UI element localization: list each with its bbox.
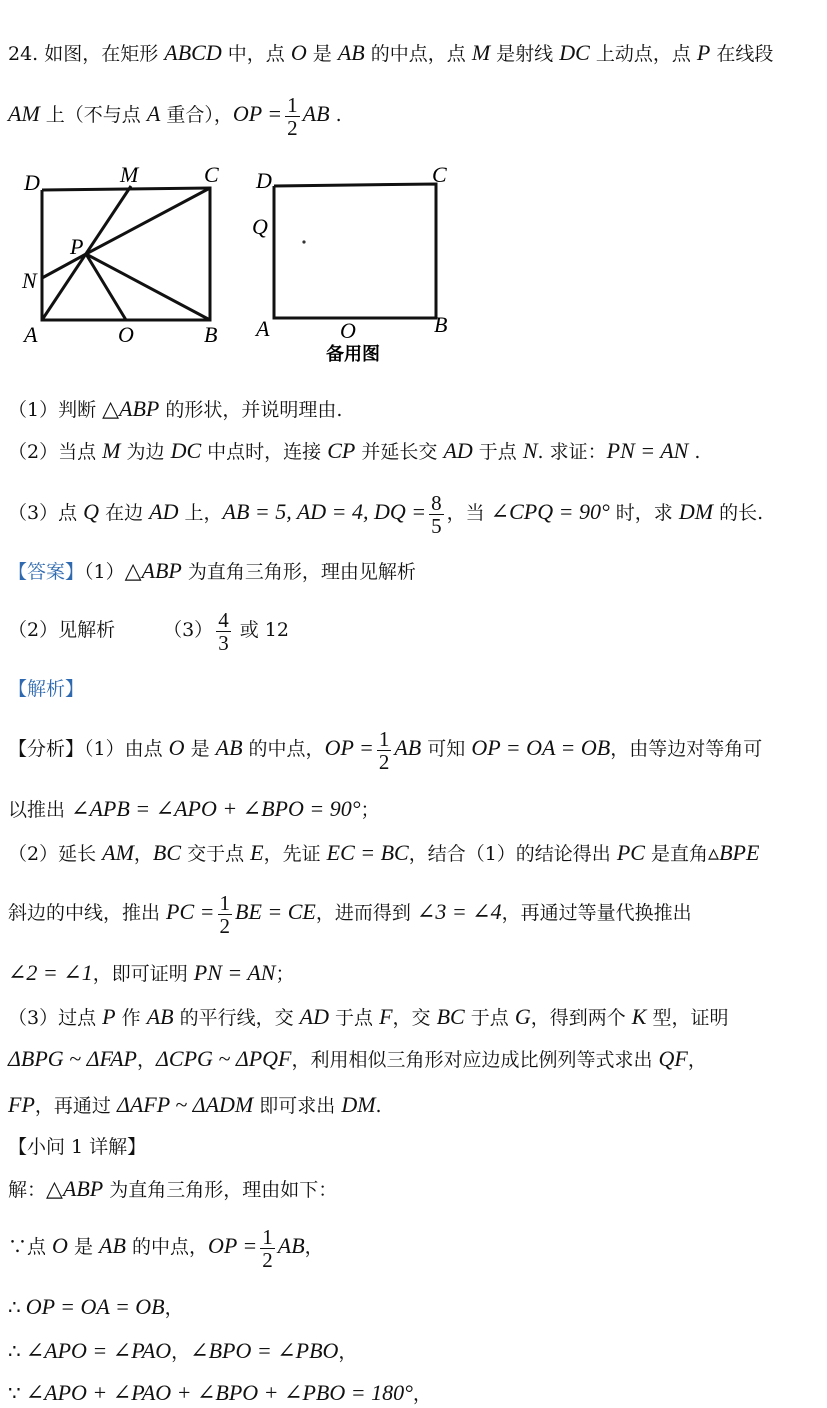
math: N bbox=[522, 438, 538, 463]
math: AB bbox=[215, 735, 243, 760]
math: P bbox=[696, 40, 711, 65]
solution-line-5 bbox=[8, 1380, 821, 1407]
math: M bbox=[471, 40, 491, 65]
analysis-line-6 bbox=[8, 1004, 821, 1031]
label-o: O bbox=[340, 318, 356, 343]
text: 型，证明 bbox=[646, 1007, 729, 1029]
analysis-line-5 bbox=[8, 960, 821, 987]
math: △ABP bbox=[124, 558, 182, 583]
text: 在边 bbox=[99, 502, 150, 524]
text: . bbox=[375, 1095, 382, 1117]
text: 斜边的中线，推出 bbox=[8, 902, 167, 924]
analysis-line-4 bbox=[8, 886, 821, 939]
math: AB bbox=[146, 1004, 174, 1029]
text: ，得到两个 bbox=[530, 1007, 632, 1029]
figure-caption: 备用图 bbox=[326, 344, 380, 365]
text: 中，点 bbox=[221, 43, 291, 65]
math: DC bbox=[170, 438, 202, 463]
text: 或 12 bbox=[233, 619, 289, 641]
text: . bbox=[329, 104, 342, 126]
text: 中点时，连接 bbox=[201, 441, 328, 463]
label-c: C bbox=[204, 162, 219, 187]
text: （2）延长 bbox=[8, 843, 103, 865]
figure-2 bbox=[248, 160, 468, 372]
text: 时，求 bbox=[609, 502, 679, 524]
text: ，即可证明 bbox=[92, 963, 194, 985]
math: FP bbox=[8, 1092, 35, 1117]
text: 为直角三角形，理由见解析 bbox=[181, 561, 416, 583]
numerator: 1 bbox=[378, 726, 390, 751]
text: 上动点，点 bbox=[589, 43, 697, 65]
text: ， bbox=[687, 1049, 707, 1071]
label-o: O bbox=[118, 322, 134, 347]
math: ∠CPQ = 90° bbox=[490, 499, 610, 524]
label-m: M bbox=[120, 162, 139, 187]
text: 的长. bbox=[713, 502, 764, 524]
text: 可知 bbox=[421, 738, 472, 760]
math: E bbox=[250, 840, 264, 865]
math: PN = AN bbox=[193, 960, 276, 985]
math: F bbox=[379, 1004, 393, 1029]
math: AD bbox=[443, 438, 473, 463]
text: （1）判断 bbox=[8, 399, 103, 421]
text: ，再通过 bbox=[34, 1095, 117, 1117]
label-p: P bbox=[70, 234, 84, 259]
numerator: 8 bbox=[431, 490, 442, 515]
numerator: 1 bbox=[287, 92, 298, 117]
text: 在线段 bbox=[710, 43, 774, 65]
problem-line-2 bbox=[8, 88, 821, 141]
math: AB bbox=[394, 735, 422, 760]
math: OP = bbox=[324, 735, 374, 760]
analysis-line-3 bbox=[8, 840, 821, 867]
text: 是射线 bbox=[490, 43, 560, 65]
text: ； bbox=[360, 799, 380, 821]
text: 的形状，并说明理由. bbox=[159, 399, 343, 421]
math: ∠APO = ∠PAO bbox=[25, 1338, 172, 1363]
answer-tag: 【答案】 bbox=[8, 561, 85, 583]
rectangle-abcd bbox=[42, 188, 210, 320]
fraction bbox=[218, 892, 233, 937]
numerator: 4 bbox=[218, 607, 229, 632]
problem-line-1 bbox=[8, 40, 821, 67]
label-a: A bbox=[256, 316, 270, 341]
math: AB bbox=[337, 40, 365, 65]
text: ，利用相似三角形对应边成比例列等式求出 bbox=[291, 1049, 659, 1071]
analysis-tag: 【解析】 bbox=[8, 678, 85, 700]
text: 以推出 bbox=[8, 799, 72, 821]
math: OP = OA = OB bbox=[25, 1294, 165, 1319]
text: 为边 bbox=[120, 441, 171, 463]
label-q: Q bbox=[252, 214, 268, 239]
text: 并延长交 bbox=[355, 441, 444, 463]
math: ABCD bbox=[164, 40, 222, 65]
math: ΔCPG ~ ΔPQF bbox=[156, 1046, 292, 1071]
analysis-line-2 bbox=[8, 796, 821, 823]
math: AM bbox=[102, 840, 134, 865]
math: OP = OA = OB bbox=[471, 735, 611, 760]
text: 作 bbox=[115, 1007, 147, 1029]
label-b: B bbox=[204, 322, 218, 347]
math: AB bbox=[277, 1233, 305, 1258]
text: 上， bbox=[178, 502, 223, 524]
fraction bbox=[216, 609, 231, 654]
text: . bbox=[688, 441, 701, 463]
math: ∠APB = ∠APO + ∠BPO = 90° bbox=[71, 796, 361, 821]
denominator: 2 bbox=[262, 1247, 273, 1272]
text: （2）当点 bbox=[8, 441, 103, 463]
denominator: 2 bbox=[287, 115, 298, 140]
text: ，先证 bbox=[263, 843, 327, 865]
math: PC bbox=[616, 840, 645, 865]
math: Q bbox=[83, 499, 100, 524]
math: AB bbox=[99, 1233, 126, 1258]
math: OP = bbox=[207, 1233, 258, 1258]
subquestion-1-heading bbox=[8, 1134, 821, 1160]
text: 的平行线，交 bbox=[173, 1007, 300, 1029]
math: CP bbox=[327, 438, 356, 463]
text: 的中点， bbox=[242, 738, 325, 760]
answer-line-2 bbox=[8, 604, 821, 656]
math: BC bbox=[436, 1004, 465, 1029]
label-d: D bbox=[24, 170, 40, 195]
math: AM bbox=[8, 101, 40, 126]
text: ，交 bbox=[392, 1007, 437, 1029]
math: AB bbox=[302, 101, 330, 126]
therefore-sign: ∴ bbox=[8, 1341, 26, 1363]
solution-line-1 bbox=[8, 1176, 821, 1203]
math: ΔBPG ~ ΔFAP bbox=[8, 1046, 137, 1071]
math: QF bbox=[658, 1046, 688, 1071]
analysis-line-1 bbox=[8, 722, 821, 775]
label-c: C bbox=[432, 162, 447, 187]
text: 为直角三角形，理由如下： bbox=[103, 1179, 338, 1201]
math: PC = bbox=[166, 899, 215, 924]
math: BE = CE bbox=[235, 899, 316, 924]
math: DM bbox=[678, 499, 714, 524]
math: ∠3 = ∠4 bbox=[416, 899, 502, 924]
solution-line-3 bbox=[8, 1294, 821, 1321]
fraction bbox=[260, 1226, 275, 1271]
text: 是 bbox=[67, 1236, 100, 1258]
math: BC bbox=[152, 840, 182, 865]
math: △ABP bbox=[46, 1176, 104, 1201]
figure-1 bbox=[14, 160, 234, 350]
analysis-line-7 bbox=[8, 1046, 821, 1073]
math: AD bbox=[299, 1004, 329, 1029]
fraction bbox=[285, 94, 300, 139]
text: ， bbox=[171, 1341, 191, 1363]
denominator: 3 bbox=[218, 630, 229, 655]
math: ∠2 = ∠1 bbox=[8, 960, 93, 985]
math: P bbox=[102, 1004, 116, 1029]
text: ，当 bbox=[446, 502, 491, 524]
subquestion-tag: 【小问 1 详解】 bbox=[8, 1136, 147, 1158]
text: 重合）， bbox=[160, 104, 233, 126]
math: ∠BPO = ∠PBO bbox=[190, 1338, 339, 1363]
label-a: A bbox=[24, 322, 38, 347]
text: ， bbox=[164, 1297, 184, 1319]
text: ， bbox=[133, 843, 153, 865]
label-b: B bbox=[434, 312, 448, 337]
math: K bbox=[631, 1004, 647, 1029]
fraction bbox=[429, 492, 444, 537]
text: ∵点 bbox=[8, 1236, 53, 1258]
text: 即可求出 bbox=[253, 1095, 342, 1117]
text: 交于点 bbox=[181, 843, 251, 865]
math: PN = AN bbox=[606, 438, 689, 463]
text: 于点 bbox=[472, 441, 523, 463]
text: ； bbox=[275, 963, 295, 985]
text: （1） bbox=[84, 561, 125, 583]
math: EC = BC bbox=[326, 840, 409, 865]
text: ， bbox=[304, 1236, 324, 1258]
text: 于点 bbox=[464, 1007, 515, 1029]
fraction bbox=[377, 728, 392, 773]
text: ， bbox=[338, 1341, 358, 1363]
math: A bbox=[146, 101, 161, 126]
text: 【分析】（1）由点 bbox=[8, 738, 169, 760]
math: DC bbox=[559, 40, 590, 65]
because-sign: ∵ bbox=[8, 1383, 26, 1405]
math: G bbox=[514, 1004, 531, 1029]
question-3 bbox=[8, 486, 821, 539]
math: OP = bbox=[232, 101, 283, 126]
math: ∠APO + ∠PAO + ∠BPO + ∠PBO = 180° bbox=[25, 1380, 413, 1405]
text: 解： bbox=[8, 1179, 47, 1201]
answer-3-label: （3） bbox=[163, 619, 214, 641]
math: AD bbox=[149, 499, 179, 524]
text: （3）过点 bbox=[8, 1007, 103, 1029]
math: O bbox=[290, 40, 307, 65]
label-d: D bbox=[256, 168, 272, 193]
denominator: 5 bbox=[431, 513, 442, 538]
solution-line-2 bbox=[8, 1220, 821, 1273]
answer-line-1 bbox=[8, 558, 821, 585]
text: 的中点， bbox=[125, 1236, 208, 1258]
text: . 求证： bbox=[537, 441, 607, 463]
math: △ABP bbox=[102, 396, 160, 421]
text: ， bbox=[412, 1383, 432, 1405]
math: O bbox=[168, 735, 185, 760]
question-2 bbox=[8, 438, 821, 465]
numerator: 1 bbox=[262, 1224, 273, 1249]
text: 24. 如图，在矩形 bbox=[8, 43, 165, 65]
text: ，由等边对等角可 bbox=[610, 738, 763, 760]
math: AB = 5, AD = 4, DQ = bbox=[222, 499, 427, 524]
text: 的中点，点 bbox=[364, 43, 472, 65]
denominator: 2 bbox=[219, 913, 231, 938]
text: ，进而得到 bbox=[315, 902, 417, 924]
math: O bbox=[52, 1233, 68, 1258]
math: DM bbox=[341, 1092, 376, 1117]
question-1 bbox=[8, 396, 821, 423]
text: 上（不与点 bbox=[39, 104, 147, 126]
dot-mark bbox=[302, 240, 305, 243]
answer-2: （2）见解析 bbox=[8, 619, 116, 641]
rectangle-abcd-spare bbox=[274, 184, 436, 318]
math: ▵BPE bbox=[708, 840, 760, 865]
segment-pc bbox=[86, 188, 210, 254]
label-n: N bbox=[22, 268, 37, 293]
text: 是 bbox=[184, 738, 216, 760]
solution-line-4 bbox=[8, 1338, 821, 1365]
analysis-line-8 bbox=[8, 1092, 821, 1119]
text: 于点 bbox=[329, 1007, 380, 1029]
math: ΔAFP ~ ΔADM bbox=[116, 1092, 254, 1117]
text: ， bbox=[136, 1049, 156, 1071]
numerator: 1 bbox=[219, 890, 231, 915]
text: （3）点 bbox=[8, 502, 84, 524]
denominator: 2 bbox=[378, 749, 390, 774]
analysis-tag-line bbox=[8, 676, 821, 702]
text: 是 bbox=[306, 43, 338, 65]
text: 是直角 bbox=[644, 843, 709, 865]
therefore-sign: ∴ bbox=[8, 1297, 26, 1319]
math: M bbox=[102, 438, 121, 463]
text: ，结合（1）的结论得出 bbox=[408, 843, 617, 865]
text: ，再通过等量代换推出 bbox=[501, 902, 692, 924]
